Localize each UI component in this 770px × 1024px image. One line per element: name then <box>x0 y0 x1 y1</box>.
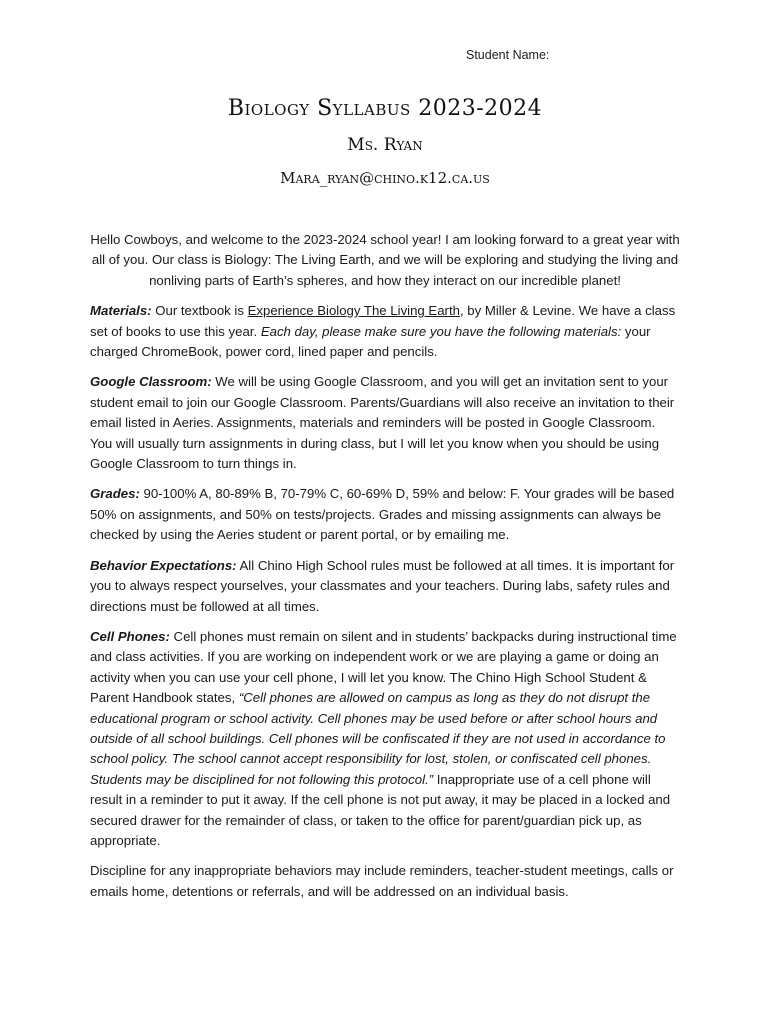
grades-text: 90-100% A, 80-89% B, 70-79% C, 60-69% D, 59% and below: F. Your grades will be based 50% on assignments, and 50% on tests/projects. Grades and missing assignments can always be checked by using the Aeries student or parent portal, or by emailing me. <box>90 486 675 543</box>
teacher-email: Mara_ryan@chino.k12.ca.us <box>280 169 490 187</box>
phones-section <box>90 627 680 851</box>
behavior-heading: Behavior Expectations: <box>90 557 237 573</box>
materials-text-3: your charged ChromeBook, power cord, lined paper and pencils. <box>90 323 651 360</box>
teacher-name: Ms. Ryan <box>347 135 423 155</box>
classroom-heading: Google Classroom: <box>90 374 212 390</box>
materials-italic: Each day, please make sure you have the following materials: <box>260 323 622 339</box>
materials-section <box>90 301 680 362</box>
intro-paragraph: Hello Cowboys, and welcome to the 2023-2024 school year! I am looking forward to a great year with all of you. Our class is Biology: The Living Earth, and we will be exploring and studying the living and nonliving parts of Earth’s spheres, and how they interact on our incredible planet! <box>90 232 680 288</box>
page-title: Biology Syllabus 2023-2024 <box>227 96 543 121</box>
textbook-title: Experience Biology The Living Earth <box>247 303 460 319</box>
materials-text-1: Our textbook is <box>151 303 248 319</box>
classroom-text: We will be using Google Classroom, and you will get an invitation sent to your student email to join our Google Classroom. Parents/Guardians will also receive an invitation to their email listed in Aeries. Assignments, materials and reminders will be posted in Google Classroom. You will usually turn assignments in during class, but I will let you know when you should be using Google Classroom to turn things in. <box>90 374 675 472</box>
discipline-paragraph: Discipline for any inappropriate behaviors may include reminders, teacher-student meetings, calls or emails home, detentions or referrals, and will be addressed on an individual basis. <box>90 863 674 899</box>
syllabus-body <box>90 230 680 912</box>
grades-section <box>90 484 680 545</box>
phones-text-2: Inappropriate use of a cell phone will result in a reminder to put it away. If the cell phone is not put away, it may be placed in a locked and secured drawer for the remainder of class, or taken to the office for parent/guardian pick up, as appropriate. <box>90 771 671 848</box>
title-block <box>0 96 770 187</box>
behavior-section <box>90 556 680 617</box>
classroom-section <box>90 372 680 474</box>
materials-heading: Materials: <box>90 303 152 319</box>
student-name-label: Student Name: <box>466 48 550 62</box>
handbook-quote: “Cell phones are allowed on campus as long as they do not disrupt the educational program or school activity. Cell phones may be used before or after school hours and outside of all school buildings. Cell phones will be confiscated if they are not used in accordance to school policy. The school cannot accept responsibility for lost, stolen, or confiscated cell phones. Students may be disciplined for not following this protocol.” <box>90 690 666 787</box>
behavior-text: All Chino High School rules must be followed at all times. It is important for you to always respect yourselves, your classmates and your teachers. During labs, safety rules and directions must be followed at all times. <box>90 557 675 614</box>
phones-text-1: Cell phones must remain on silent and in students’ backpacks during instructional time and class activities. If you are working on independent work or we are playing a game or doing an activity when you can use your cell phone, I will let you know. The Chino High School Student & Parent Handbook states, <box>90 628 677 706</box>
phones-heading: Cell Phones: <box>90 628 170 644</box>
grades-heading: Grades: <box>90 486 140 502</box>
materials-text-2: , by Miller & Levine. We have a class set of books to use this year. <box>90 303 676 339</box>
